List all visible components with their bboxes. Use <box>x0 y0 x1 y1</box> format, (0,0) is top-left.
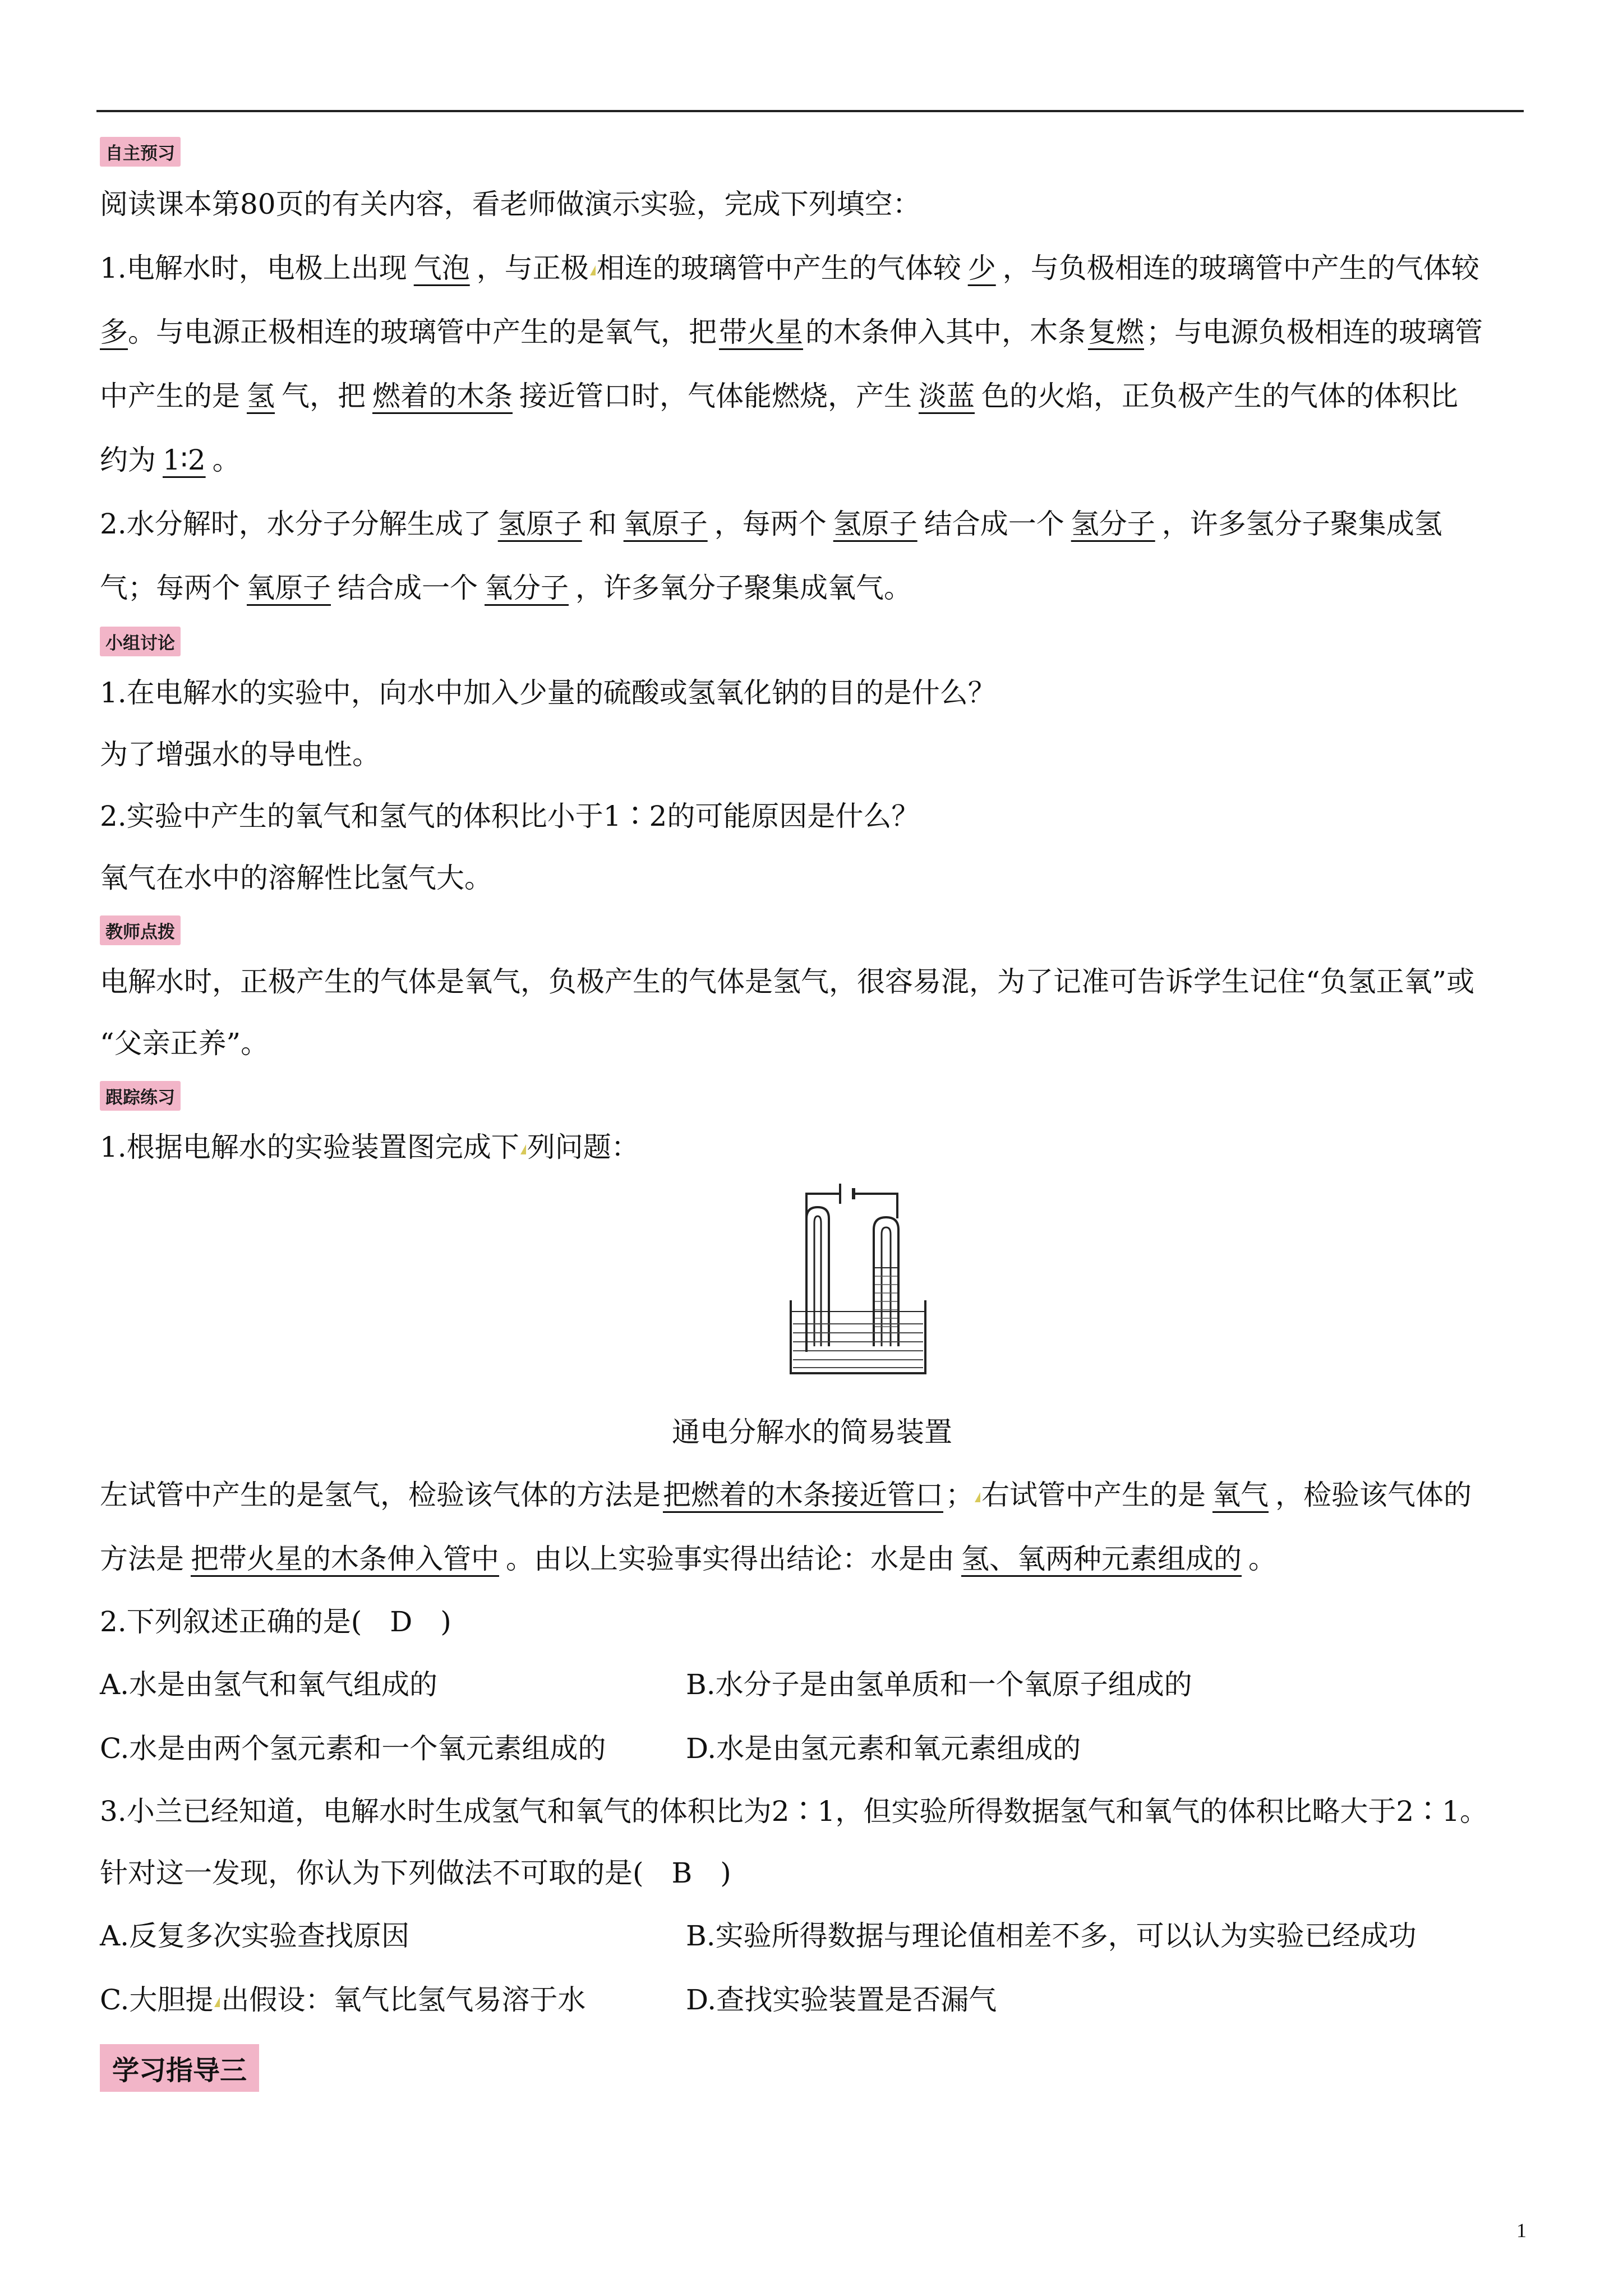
text: 1.电解水时，电极上出现 <box>100 252 407 284</box>
option-d: D.水是由氢元素和氧元素组成的 <box>686 1732 1081 1765</box>
section-tag-teacher: 教师点拨 <box>100 915 181 945</box>
answer-blank: 氢分子 <box>1071 508 1155 540</box>
text: 和 <box>588 508 617 540</box>
practice-fill-line1 <box>100 1463 1524 1527</box>
preview-q1-line4 <box>100 428 1524 492</box>
text: 气；每两个 <box>100 572 240 604</box>
electrolysis-apparatus-illustration <box>785 1184 931 1391</box>
option-d: D.查找实验装置是否漏气 <box>686 1984 997 2016</box>
preview-q2-line1 <box>100 492 1524 556</box>
section-tag-guide-three: 学习指导三 <box>100 2044 259 2092</box>
text: 。 <box>212 444 241 476</box>
practice-q1-stem <box>100 1116 1524 1178</box>
section-tag-practice: 跟踪练习 <box>100 1081 181 1111</box>
practice-q2-stem: 2.下列叙述正确的是( D ) <box>100 1605 451 1638</box>
preview-q1-line1 <box>100 236 1524 300</box>
text: 色的火焰，正负极产生的气体的体积比 <box>981 380 1458 412</box>
text: ，与正极 <box>476 252 589 284</box>
header-rule <box>96 110 1524 112</box>
practice-q2-options-row2 <box>100 1717 1524 1780</box>
text: 列问题： <box>527 1131 639 1163</box>
text: ，许多氢分子聚集成氢 <box>1161 508 1442 540</box>
answer-blank: 氢、氧两种元素组成的 <box>961 1543 1242 1575</box>
answer-blank: 氧原子 <box>247 572 331 604</box>
answer-blank: 1∶2 <box>163 444 206 476</box>
text: 气，把 <box>282 380 366 412</box>
text: 结合成一个 <box>338 572 478 604</box>
text: ，检验该气体的 <box>1275 1479 1472 1511</box>
text: 相连的玻璃管中产生的气体较 <box>596 252 961 284</box>
option-b: B.实验所得数据与理论值相差不多，可以认为实验已经成功 <box>686 1920 1417 1952</box>
discussion-a2: 氧气在水中的溶解性比氢气大。 <box>100 862 492 894</box>
answer-blank: 淡蓝 <box>919 380 975 412</box>
text: 右试管中产生的是 <box>981 1479 1206 1511</box>
text: C.大胆提 <box>100 1984 214 2016</box>
answer-blank: 氢原子 <box>497 508 582 540</box>
answer-blank: 氢原子 <box>833 508 917 540</box>
discussion-q2: 2.实验中产生的氧气和氢气的体积比小于1∶2的可能原因是什么？ <box>100 800 920 832</box>
discussion-q1: 1.在电解水的实验中，向水中加入少量的硫酸或氢氧化钠的目的是什么？ <box>100 677 996 709</box>
text: ，每两个 <box>714 508 827 540</box>
scan-mark <box>214 1997 220 2007</box>
answer-blank: 氢 <box>247 380 275 412</box>
preview-intro: 阅读课本第80页的有关内容，看老师做演示实验，完成下列填空： <box>100 188 921 220</box>
section-tag-preview: 自主预习 <box>100 137 181 167</box>
answer-blank: 把带火星的木条伸入管中 <box>191 1543 499 1575</box>
text: 。与电源正极相连的玻璃管中产生的是氧气，把 <box>128 316 717 348</box>
answer-blank: 带火星 <box>719 316 803 348</box>
option-c: C.水是由两个氢元素和一个氧元素组成的 <box>100 1732 606 1765</box>
answer-blank: 多 <box>100 316 128 348</box>
scan-mark <box>975 1492 980 1502</box>
preview-q1-line2 <box>100 300 1524 364</box>
text: ；与电源负极相连的玻璃管 <box>1146 316 1483 348</box>
scan-mark <box>590 265 596 275</box>
text: 中产生的是 <box>100 380 240 412</box>
answer-blank: 燃着的木条 <box>372 380 513 412</box>
scan-mark <box>520 1144 526 1154</box>
text: 的木条伸入其中，木条 <box>805 316 1086 348</box>
option-c <box>100 1968 686 2032</box>
option-a: A.反复多次实验查找原因 <box>100 1920 410 1952</box>
worksheet-content <box>100 130 1524 2092</box>
preview-q1-line3 <box>100 364 1524 428</box>
answer-blank: 气泡 <box>413 252 470 284</box>
option-b: B.水分子是由氢单质和一个氧原子组成的 <box>686 1668 1192 1701</box>
text: 左试管中产生的是氢气，检验该气体的方法是 <box>100 1479 661 1511</box>
text: 结合成一个 <box>924 508 1064 540</box>
answer-blank: 复燃 <box>1088 316 1144 348</box>
section-tag-discussion: 小组讨论 <box>100 627 181 656</box>
text: 方法是 <box>100 1543 184 1575</box>
text: 约为 <box>100 444 156 476</box>
answer-blank: 氧气 <box>1212 1479 1269 1511</box>
teacher-note-line2: “父亲正养”。 <box>100 1027 269 1060</box>
practice-fill-line2 <box>100 1527 1524 1591</box>
practice-q3-line1: 3.小兰已经知道，电解水时生成氢气和氧气的体积比为2∶1，但实验所得数据氢气和氧气的体积比略大于2∶1。 <box>100 1795 1488 1828</box>
text: 。由以上实验事实得出结论：水是由 <box>506 1543 955 1575</box>
text: ，与负极相连的玻璃管中产生的气体较 <box>1002 252 1479 284</box>
teacher-note-line1: 电解水时，正极产生的气体是氧气，负极产生的气体是氢气，很容易混，为了记准可告诉学生记住“负氢正氧”或 <box>100 965 1475 998</box>
option-a: A.水是由氢气和氧气组成的 <box>100 1668 438 1701</box>
answer-blank: 少 <box>967 252 996 284</box>
practice-q3-options-row2 <box>100 1968 1524 2032</box>
practice-q3-options-row1 <box>100 1904 1524 1968</box>
answer-blank: 把燃着的木条接近管口 <box>663 1479 943 1511</box>
electrolysis-figure <box>100 1184 1524 1397</box>
figure-caption: 通电分解水的简易装置 <box>672 1416 952 1448</box>
text: ，许多氧分子聚集成氧气。 <box>575 572 912 604</box>
practice-q2-options-row1 <box>100 1653 1524 1717</box>
text: ； <box>946 1479 974 1511</box>
page-number: 1 <box>1516 2219 1527 2242</box>
preview-q2-line2 <box>100 556 1524 620</box>
practice-q3-line2: 针对这一发现，你认为下列做法不可取的是( B ) <box>100 1857 731 1889</box>
answer-blank: 氧分子 <box>485 572 569 604</box>
text: 出假设：氧气比氢气易溶于水 <box>221 1984 586 2016</box>
discussion-a1: 为了增强水的导电性。 <box>100 738 380 771</box>
text: 。 <box>1248 1543 1276 1575</box>
text: 1.根据电解水的实验装置图完成下 <box>100 1131 519 1163</box>
text: 2.水分解时，水分子分解生成了 <box>100 508 491 540</box>
text: 接近管口时，气体能燃烧，产生 <box>519 380 912 412</box>
answer-blank: 氧原子 <box>623 508 708 540</box>
